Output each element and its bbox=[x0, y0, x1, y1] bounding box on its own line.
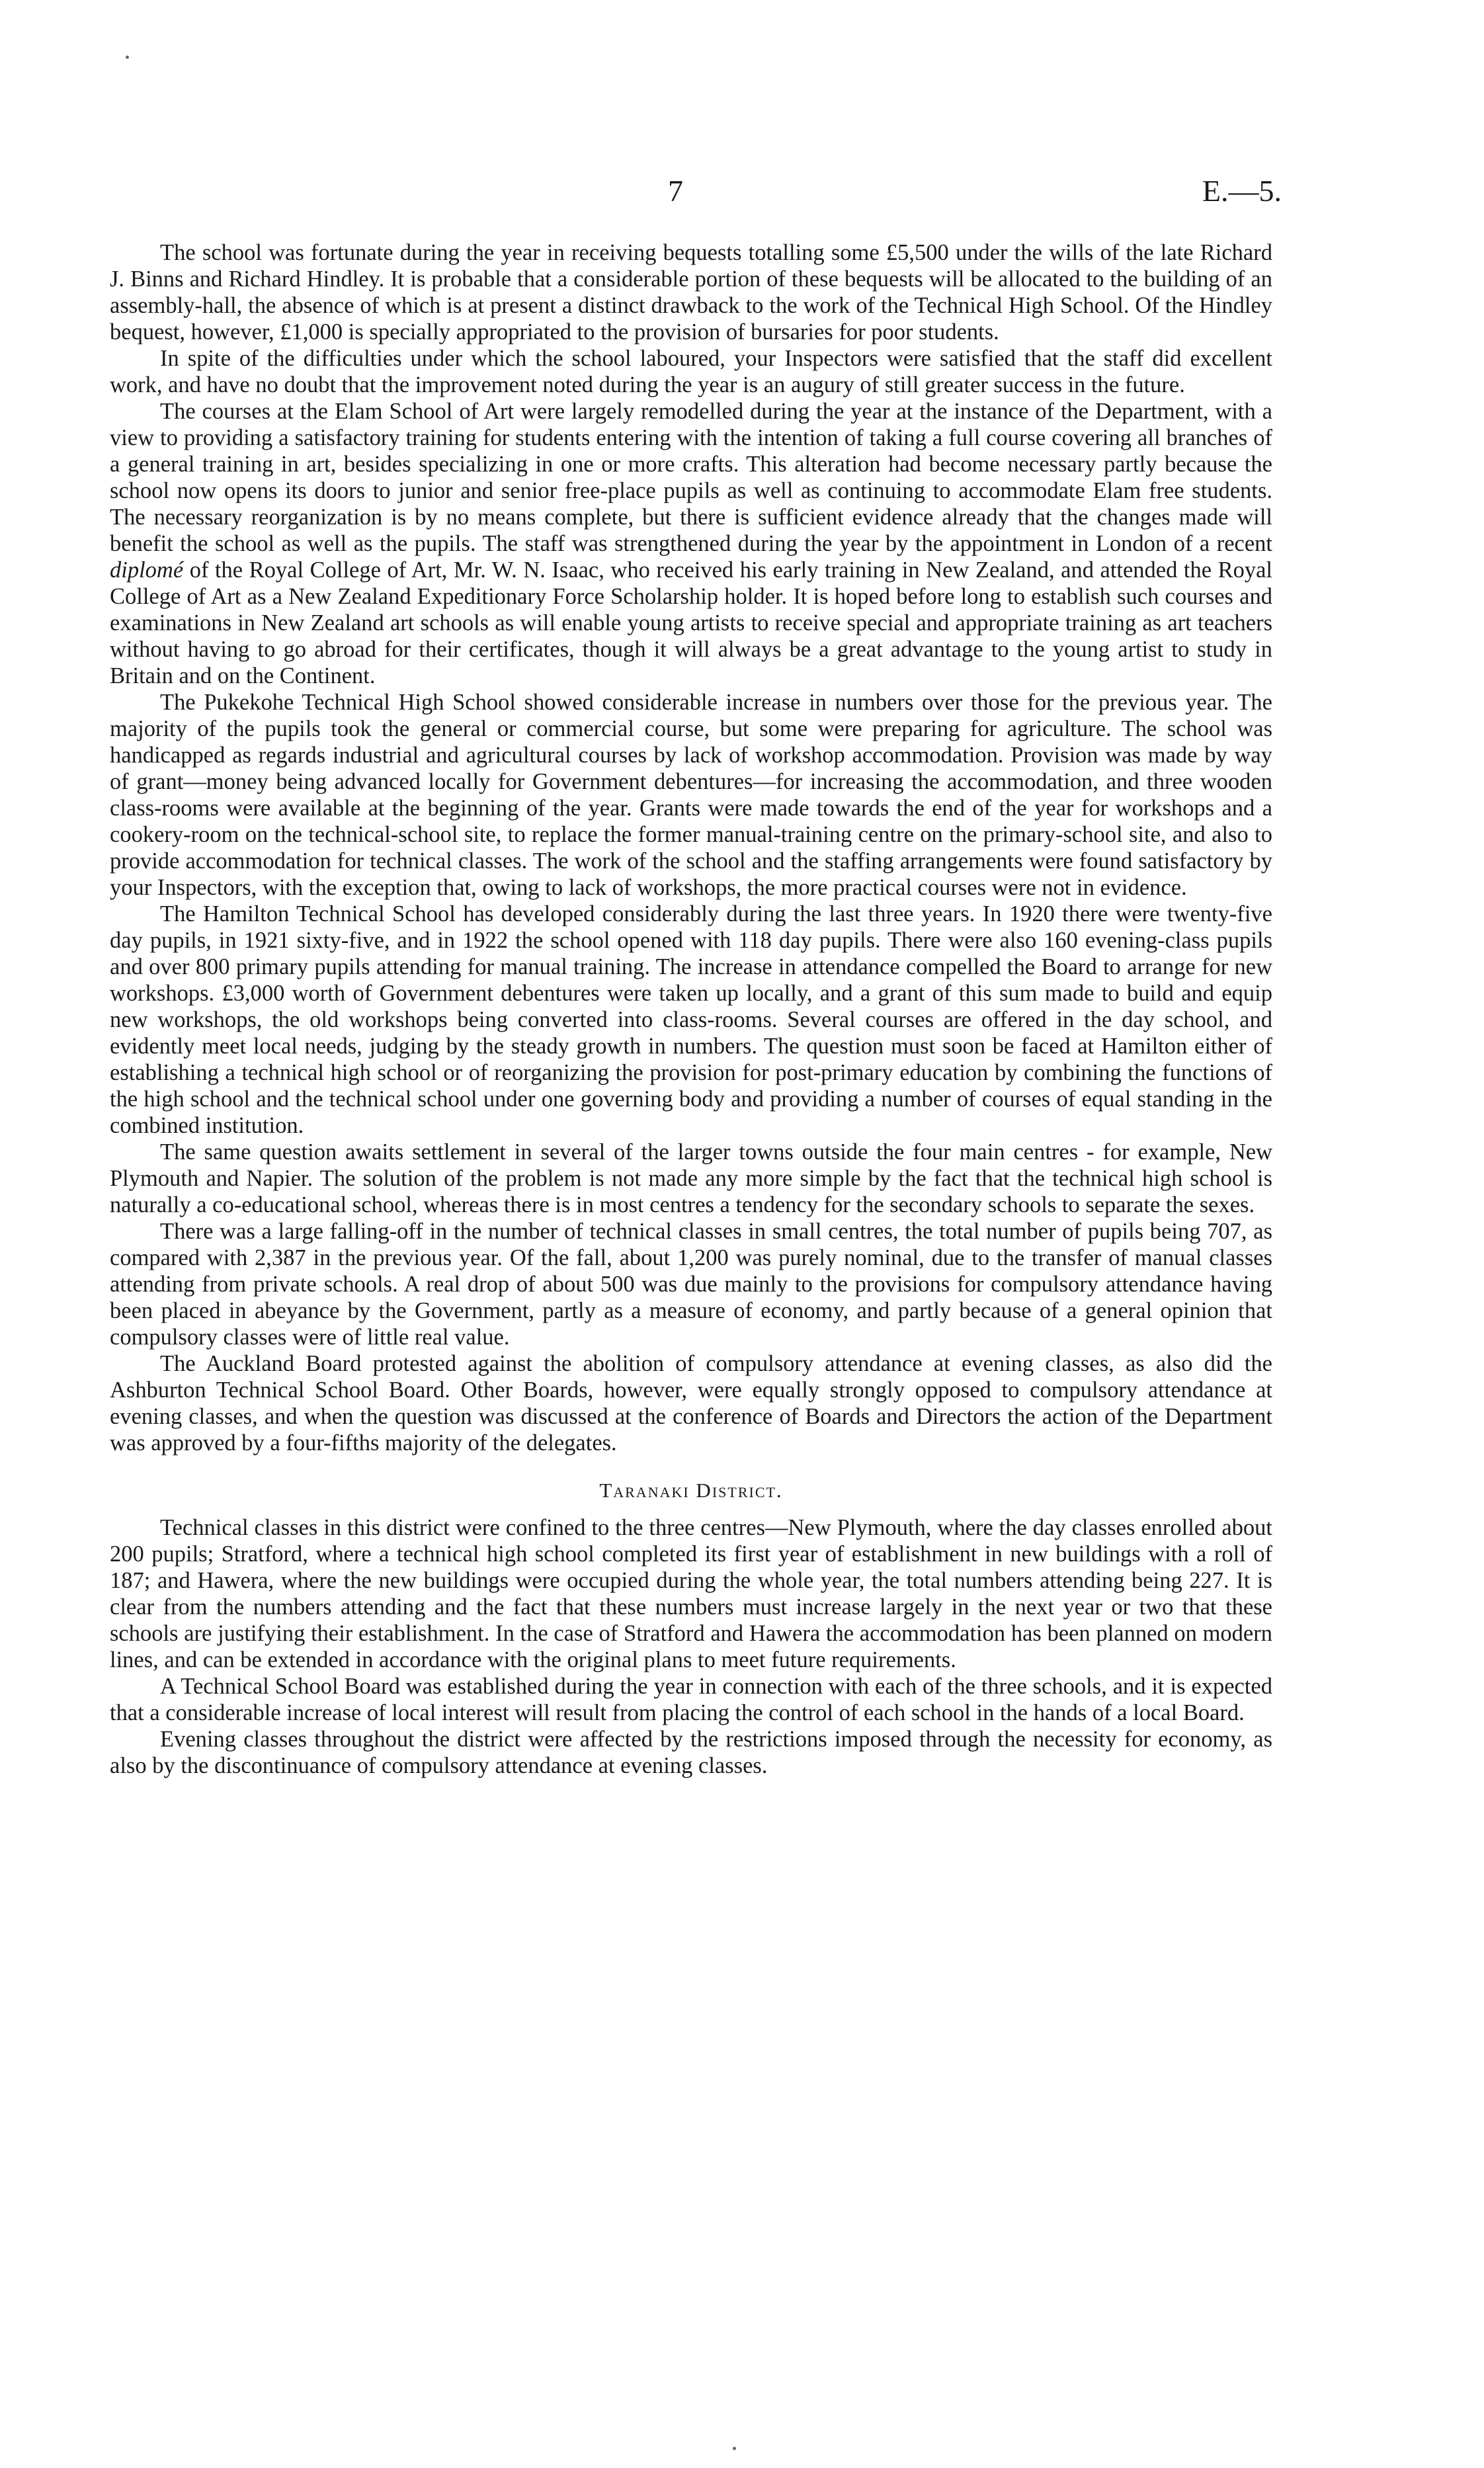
paragraph-pukekohe: The Pukekohe Technical High School showed considerable increase in numbers over those for the previous year. The majority of the pupils took the general or commercial course, but some were preparing for agriculture. The school was handicapped as regards industrial and agricultural courses by lack of workshop accommodation. Provision was made by way of grant—money being advanced locally for Government debentures—for increasing the accommodation, and three wooden class-rooms were available at the beginning of the year. Grants were made towards the end of the year for workshops and a cookery-room on the technical-school site, to replace the former manual-training centre on the primary-school site, and also to provide accommodation for technical classes. The work of the school and the staffing arrangements were found satisfactory by your Inspectors, with the exception that, owing to lack of workshops, the more practical courses were not in evidence. bbox=[110, 690, 1272, 900]
paragraph-auckland: The Auckland Board protested against the abolition of compulsory attendance at evening classes, as also did the Ashburton Technical School Board. Other Boards, however, were equally strongly opposed to compulsory attendance at evening classes, and when the question was discussed at the conference of Boards and Directors the action of the Department was approved by a four-fifths majority of the delegates. bbox=[110, 1351, 1272, 1456]
paragraph-settlement: The same question awaits settlement in several of the larger towns outside the four main centres - for example, New Plymouth and Napier. The solution of the problem is not made any more simple by the fact that the technical high school is naturally a co-educational school, whereas there is in most centres a tendency for the secondary schools to separate the sexes. bbox=[110, 1139, 1272, 1217]
section-heading: Taranaki District. bbox=[599, 1479, 783, 1502]
paragraph-elam-part2: of the Royal College of Art, Mr. W. N. Isaac, who received his early training in New Zealand, and attended the Royal College of Art as a New Zealand Expeditionary Force Scholarship holder. It is hoped before long to establish such courses and examinations in New Zealand art schools as will enable young artists to receive special and appropriate training as art teachers without having to go abroad for their certificates, though it will always be a great advantage to the young artist to study in Britain and on the Continent. bbox=[110, 557, 1272, 688]
scan-speck bbox=[126, 56, 129, 59]
page-header bbox=[0, 173, 1484, 213]
paragraph-elam-italic: diplomé bbox=[110, 557, 184, 583]
scan-speck bbox=[733, 2447, 736, 2450]
paragraph-hamilton: The Hamilton Technical School has developed considerably during the last three years. In 1920 there were twenty-five day pupils, in 1921 sixty-five, and in 1922 the school opened with 118 day pupils. There were also 160 evening-class pupils and over 800 primary pupils attending for manual training. The increase in attendance compelled the Board to arrange for new workshops. £3,000 worth of Government debentures were taken up locally, and a grant of this sum made to build and equip new workshops, the old workshops being converted into class-rooms. Several courses are offered in the day school, and evidently meet local needs, judging by the steady growth in numbers. The question must soon be faced at Hamilton either of establishing a technical high school or of reorganizing the provision for post-primary education by combining the functions of the high school and the technical school under one governing body and providing a number of courses of equal standing in the combined institution. bbox=[110, 901, 1272, 1138]
document-reference: E.—5. bbox=[1202, 174, 1282, 208]
paragraph-elam-part1: The courses at the Elam School of Art were largely remodelled during the year at the instance of the Department, with a view to providing a satisfactory training for students entering with the intention of taking a full course covering all branches of a general training in art, besides specializing in one or more crafts. This alteration had become necessary partly because the school now opens its doors to junior and senior free-place pupils as well as continuing to accommodate Elam free students. The necessary reorganization is by no means complete, but there is sufficient evidence already that the changes made will benefit the school as well as the pupils. The staff was strengthened during the year by the appointment in London of a recent bbox=[110, 399, 1272, 556]
paragraph-staff: In spite of the difficulties under which the school laboured, your Inspectors were satisfied that the staff did excellent work, and have no doubt that the improvement noted during the year is an augury of still greater success in the future. bbox=[110, 346, 1272, 397]
paragraph-taranaki-board: A Technical School Board was established during the year in connection with each of the three schools, and it is expected that a considerable increase of local interest will result from placing the control of each school in the hands of a local Board. bbox=[110, 1674, 1272, 1725]
paragraph-bequests: The school was fortunate during the year in receiving bequests totalling some £5,500 under the wills of the late Richard J. Binns and Richard Hindley. It is probable that a considerable portion of these bequests will be allocated to the building of an assembly-hall, the absence of which is at present a distinct drawback to the work of the Technical High School. Of the Hindley bequest, however, £1,000 is specially appropriated to the provision of bursaries for poor students. bbox=[110, 240, 1272, 345]
body-text bbox=[110, 239, 1272, 1779]
paragraph-falling-off: There was a large falling-off in the number of technical classes in small centres, the total number of pupils being 707, as compared with 2,387 in the previous year. Of the fall, about 1,200 was purely nominal, due to the transfer of manual classes attending from private schools. A real drop of about 500 was due mainly to the provisions for compulsory attendance having been placed in abeyance by the Government, partly as a measure of economy, and partly because of a general opinion that compulsory classes were of little real value. bbox=[110, 1219, 1272, 1350]
paragraph-taranaki-evening: Evening classes throughout the district were affected by the restrictions imposed through the necessity for economy, as also by the discontinuance of compulsory attendance at evening classes. bbox=[110, 1727, 1272, 1778]
paragraph-taranaki-centres: Technical classes in this district were confined to the three centres—New Plymouth, where the day classes enrolled about 200 pupils; Stratford, where a technical high school completed its first year of establishment in new buildings with a roll of 187; and Hawera, where the new buildings were occupied during the whole year, the total numbers attending being 227. It is clear from the numbers attending and the fact that these numbers must increase largely in the next year or two that these schools are justifying their establishment. In the case of Stratford and Hawera the accommodation has been planned on modern lines, and can be extended in accordance with the original plans to meet future requirements. bbox=[110, 1515, 1272, 1672]
paragraph-elam bbox=[110, 398, 1272, 689]
page-number: 7 bbox=[668, 174, 683, 208]
